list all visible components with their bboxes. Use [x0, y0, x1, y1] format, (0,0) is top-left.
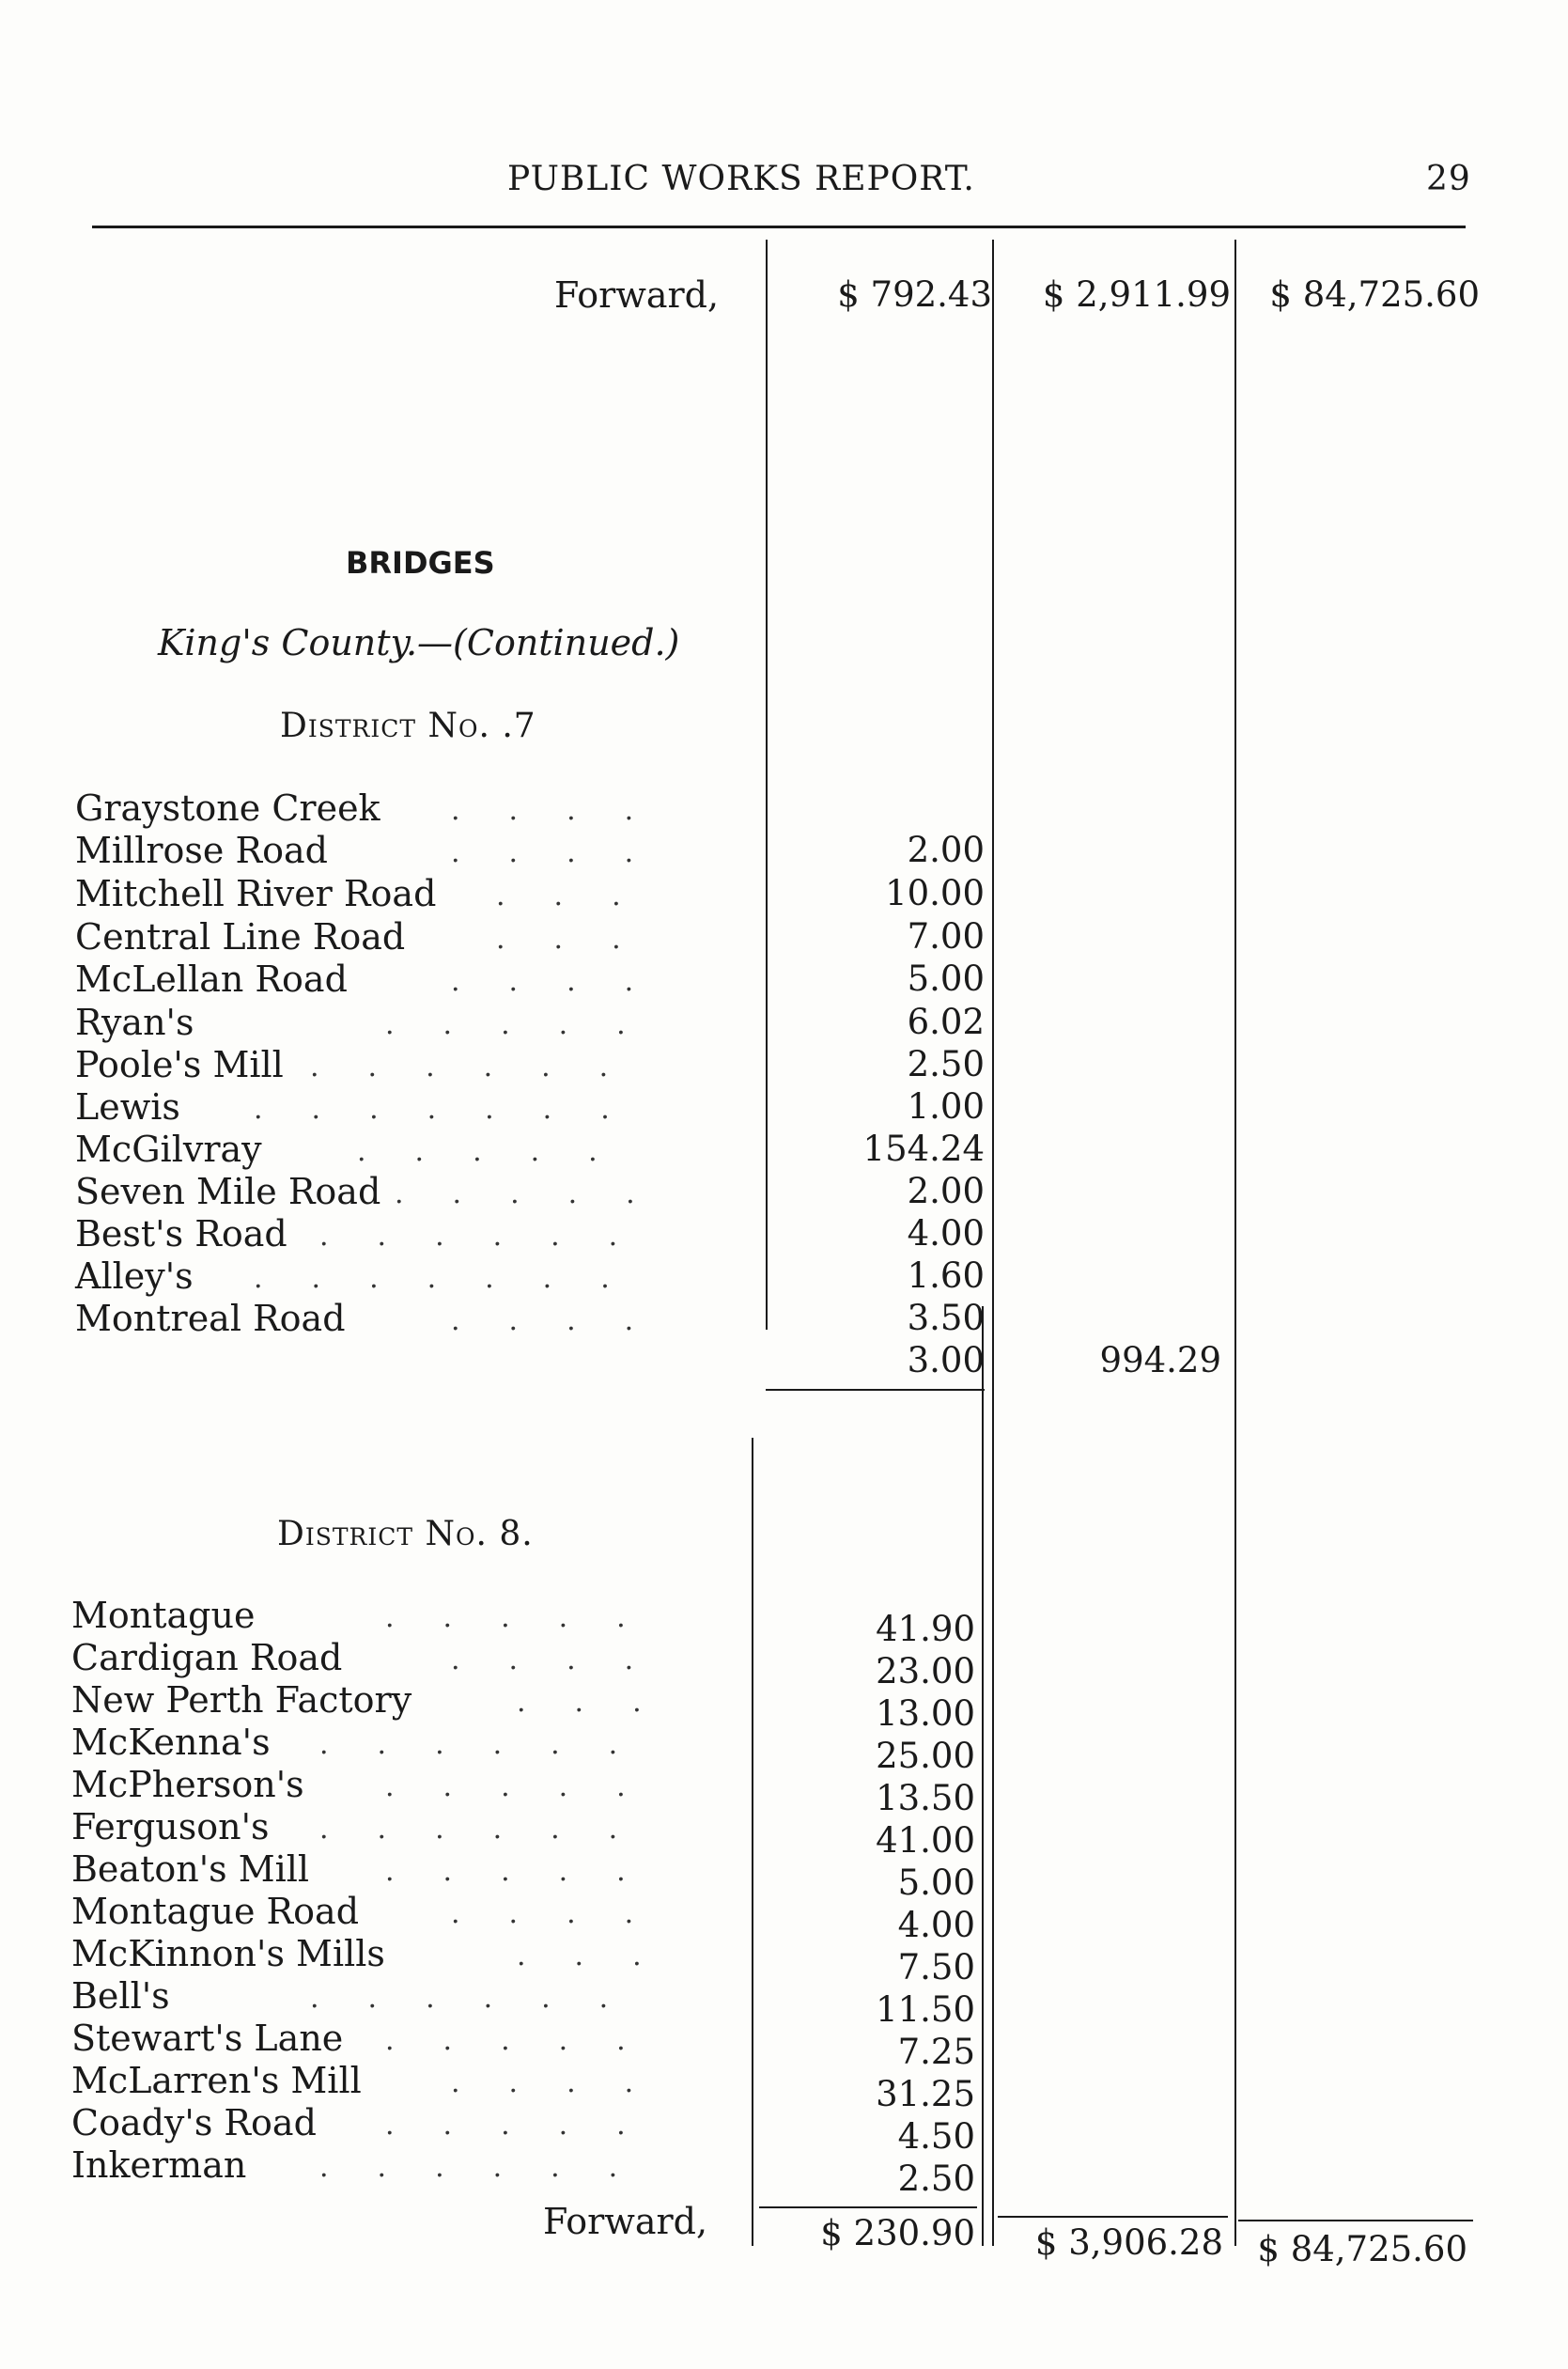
- leader-dots: ....: [451, 2066, 683, 2099]
- leader-dots: ...: [496, 923, 670, 956]
- list-item-name: Beaton's Mill: [71, 1848, 310, 1890]
- forward-col3-bottom: $ 84,725.60: [1257, 2229, 1467, 2269]
- list-item-name: Montague Road: [71, 1891, 360, 1932]
- leader-dots: ......: [319, 2151, 667, 2184]
- list-item-name: Ryan's: [75, 1002, 194, 1043]
- bottom-rule-col3: [1238, 2220, 1473, 2221]
- leader-dots: ...: [517, 1940, 691, 1972]
- list-item-name: Central Line Road: [75, 916, 406, 958]
- list-item-amount: 2.50: [897, 2159, 975, 2199]
- list-item-amount: 7.00: [907, 916, 985, 957]
- forward-col2-bottom: $ 3,906.28: [1034, 2222, 1223, 2263]
- column-divider-3: [1234, 240, 1236, 2246]
- column-divider-1-lower: [752, 1438, 753, 2246]
- list-item-name: McGilvray: [75, 1129, 262, 1170]
- header-rule: [92, 226, 1466, 228]
- forward-col1-bottom: $ 230.90: [820, 2213, 975, 2253]
- list-item-name: McPherson's: [71, 1764, 304, 1805]
- list-item-name: Ferguson's: [71, 1806, 270, 1847]
- list-item-name: New Perth Factory: [71, 1679, 412, 1721]
- leader-dots: .....: [395, 1177, 684, 1210]
- list-item-amount: 3.00: [907, 1340, 985, 1380]
- list-item-name: Seven Mile Road: [75, 1171, 381, 1212]
- list-item-amount: 4.00: [907, 1213, 985, 1254]
- list-item-amount: 25.00: [876, 1736, 975, 1776]
- list-item-amount: 2.50: [907, 1044, 985, 1084]
- list-item-name: Best's Road: [75, 1213, 287, 1255]
- list-item-amount: 31.25: [876, 2074, 975, 2114]
- leader-dots: ....: [451, 794, 683, 827]
- list-item-name: Montreal Road: [75, 1298, 346, 1339]
- leader-dots: .....: [385, 1770, 675, 1803]
- list-item-amount: 2.00: [907, 1171, 985, 1211]
- leader-dots: .....: [385, 1008, 675, 1041]
- list-item-amount: 23.00: [876, 1651, 975, 1691]
- list-item-amount: 4.00: [897, 1905, 975, 1945]
- list-item-amount: 6.02: [907, 1002, 985, 1042]
- leader-dots: ....: [451, 1304, 683, 1337]
- district-7-total: 994.29: [1099, 1340, 1221, 1380]
- leader-dots: .....: [385, 2024, 675, 2057]
- list-item-amount: 7.50: [897, 1947, 975, 1987]
- list-item-amount: 5.00: [907, 959, 985, 999]
- list-item-amount: 13.00: [876, 1693, 975, 1734]
- list-item-amount: 41.00: [876, 1820, 975, 1861]
- list-item-amount: 1.60: [907, 1255, 985, 1296]
- list-item-name: Graystone Creek: [75, 787, 380, 829]
- leader-dots: .......: [254, 1093, 659, 1126]
- column-divider-2: [992, 240, 994, 2246]
- column-divider-1-upper: [766, 240, 768, 1330]
- column-divider-2b: [982, 1306, 984, 2246]
- list-item-name: Coady's Road: [71, 2102, 317, 2143]
- leader-dots: ...: [496, 880, 670, 912]
- leader-dots: ......: [310, 1051, 658, 1083]
- forward-col1-top: $ 792.43: [837, 274, 992, 315]
- list-item-amount: 10.00: [885, 873, 985, 913]
- leader-dots: ....: [451, 1644, 683, 1676]
- list-item-amount: 7.25: [897, 2032, 975, 2072]
- page-number: 29: [1426, 160, 1471, 198]
- list-item-amount: 4.50: [897, 2116, 975, 2157]
- list-item-amount: 41.90: [876, 1609, 975, 1649]
- leader-dots: ...: [517, 1686, 691, 1719]
- leader-dots: ....: [451, 836, 683, 869]
- leader-dots: ....: [451, 965, 683, 998]
- list-item-name: McKinnon's Mills: [71, 1933, 385, 1974]
- leader-dots: ......: [319, 1220, 667, 1253]
- list-item-amount: 1.00: [907, 1086, 985, 1127]
- list-item-amount: 3.50: [907, 1298, 985, 1338]
- list-item-name: Bell's: [71, 1975, 170, 2017]
- bottom-rule-col2: [998, 2216, 1228, 2218]
- forward-col3-top: $ 84,725.60: [1269, 274, 1480, 315]
- forward-label-bottom: Forward,: [543, 2201, 708, 2242]
- list-item-name: Mitchell River Road: [75, 873, 437, 914]
- leader-dots: .....: [357, 1135, 646, 1168]
- list-item-name: McLellan Road: [75, 959, 348, 1000]
- list-item-name: Cardigan Road: [71, 1637, 343, 1678]
- leader-dots: .....: [385, 1601, 675, 1634]
- forward-col2-top: $ 2,911.99: [1042, 274, 1231, 315]
- list-item-amount: 13.50: [876, 1778, 975, 1818]
- list-item-name: Poole's Mill: [75, 1044, 284, 1085]
- list-item-name: Montague: [71, 1595, 256, 1636]
- leader-dots: .....: [385, 2109, 675, 2142]
- list-item-amount: 5.00: [897, 1862, 975, 1903]
- list-item-name: Stewart's Lane: [71, 2018, 344, 2059]
- section-heading: BRIDGES: [346, 545, 495, 581]
- list-item-amount: 11.50: [876, 1989, 975, 2030]
- list-item-name: Lewis: [75, 1086, 180, 1128]
- leader-dots: ......: [319, 1813, 667, 1846]
- district-7-heading: District No. .7: [280, 707, 536, 745]
- page-title: PUBLIC WORKS REPORT.: [507, 160, 975, 198]
- forward-label-top: Forward,: [554, 274, 720, 316]
- list-item-name: Millrose Road: [75, 830, 328, 871]
- list-item-name: Inkerman: [71, 2144, 247, 2186]
- leader-dots: ....: [451, 1897, 683, 1930]
- leader-dots: .......: [254, 1262, 659, 1295]
- leader-dots: .....: [385, 1855, 675, 1888]
- district-8-heading: District No. 8.: [277, 1515, 534, 1553]
- leader-dots: ......: [319, 1728, 667, 1761]
- bottom-rule-col1: [759, 2206, 977, 2208]
- list-item-amount: 154.24: [862, 1129, 985, 1169]
- district-7-subtotal-rule: [766, 1389, 985, 1391]
- list-item-name: Alley's: [75, 1255, 194, 1297]
- list-item-name: McKenna's: [71, 1722, 271, 1763]
- county-heading: King's County.—(Continued.): [158, 622, 680, 663]
- leader-dots: ......: [310, 1982, 658, 2015]
- list-item-amount: 2.00: [907, 830, 985, 870]
- list-item-name: McLarren's Mill: [71, 2060, 362, 2101]
